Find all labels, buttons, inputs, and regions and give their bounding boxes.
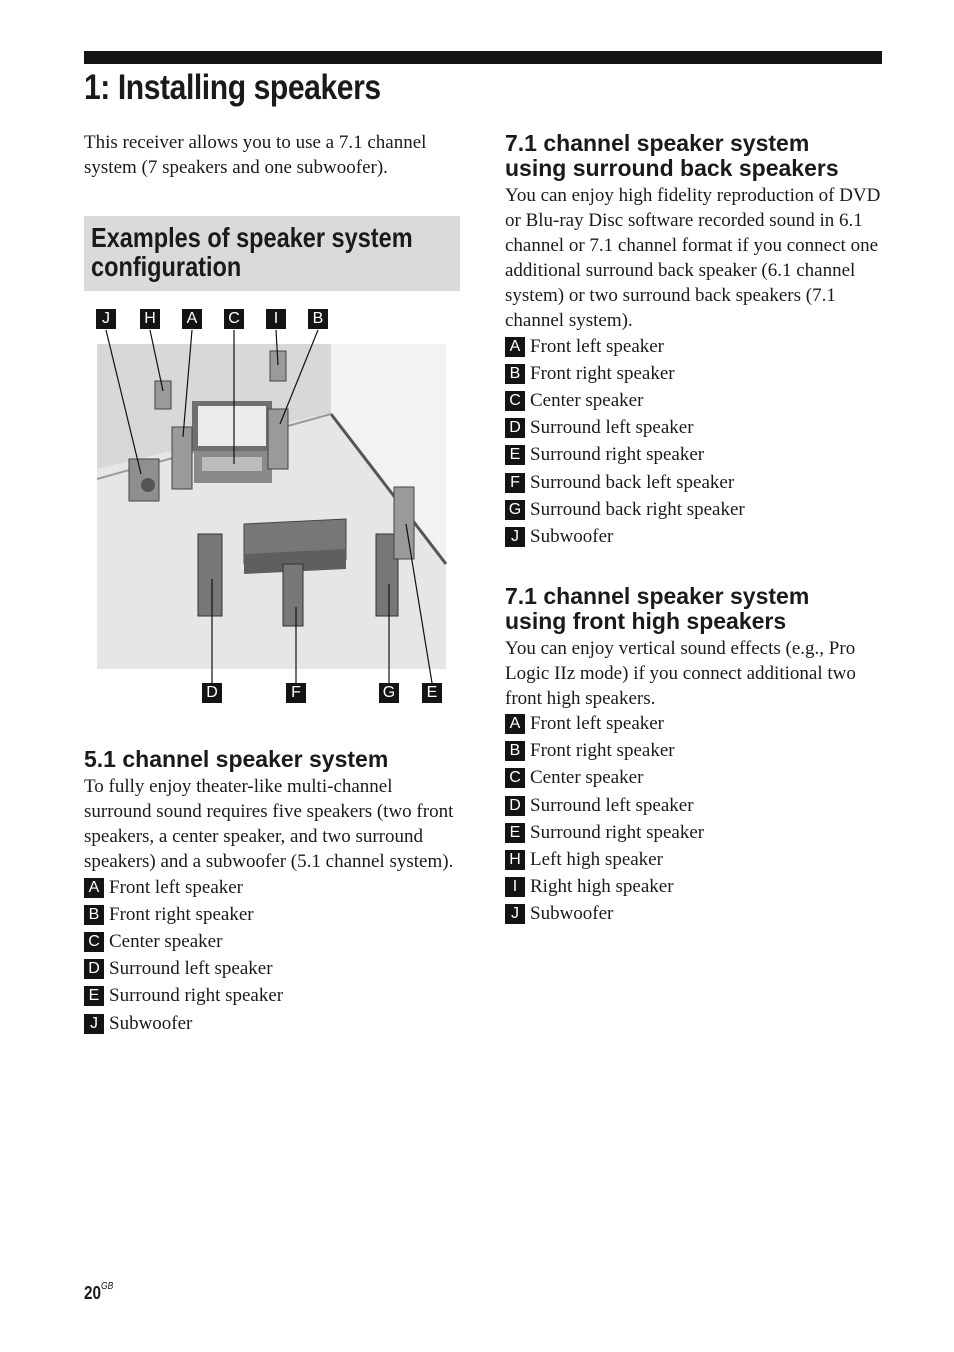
diagram-label-bottom-4: E <box>422 683 442 703</box>
top-rule <box>84 51 882 64</box>
letter-badge: F <box>505 473 525 493</box>
diagram-label-bottom-2: F <box>286 683 306 703</box>
section-7-1-back-body: You can enjoy high fidelity reproduction of DVD or Blu-ray Disc software recorded sound in 6.1 channel or 7.1 channel format if you connect one additional surround back speaker (6.1 channel system) or two surround back speakers (7.1 channel system). <box>505 185 881 331</box>
letter-badge: E <box>505 823 525 843</box>
examples-heading: Examples of speaker system configuration <box>91 222 413 282</box>
section-7-1-back-heading <box>505 131 885 181</box>
page-title: 1: Installing speakers <box>84 68 381 107</box>
left-high-speaker-shape <box>155 381 171 409</box>
list-item <box>84 874 464 901</box>
heading-line: using front high speakers <box>505 607 787 634</box>
speaker-label: Surround back left speaker <box>530 471 735 493</box>
speaker-label: Front right speaker <box>530 740 675 762</box>
page-number-value: 20 <box>84 1283 102 1303</box>
list-item <box>84 1010 464 1037</box>
surround-right-speaker-shape <box>394 487 414 559</box>
speaker-label: Surround back right speaker <box>530 498 745 520</box>
speaker-label: Center speaker <box>530 767 644 789</box>
letter-badge: B <box>505 741 525 761</box>
speaker-label: Subwoofer <box>530 525 614 547</box>
speaker-label: Front left speaker <box>109 876 244 898</box>
letter-badge: J <box>505 904 525 924</box>
letter-badge: A <box>84 878 104 898</box>
letter-badge: B <box>505 364 525 384</box>
diagram-label-top-3: A <box>182 309 202 329</box>
speaker-label: Center speaker <box>530 389 644 411</box>
front-right-speaker-shape <box>268 409 288 469</box>
surround-back-left-speaker-shape <box>283 564 303 626</box>
section-7-1-back-list <box>505 333 885 551</box>
letter-badge: C <box>505 768 525 788</box>
section-7-1-back <box>505 131 885 551</box>
list-item <box>505 792 885 819</box>
list-item <box>505 765 885 792</box>
section-7-1-front-high-heading <box>505 584 885 634</box>
letter-badge: I <box>505 877 525 897</box>
letter-badge: D <box>84 959 104 979</box>
heading-line: using surround back speakers <box>505 155 839 181</box>
diagram-label-bottom-3: G <box>379 683 399 703</box>
list-item <box>505 333 885 360</box>
letter-badge: B <box>84 905 104 925</box>
list-item <box>84 928 464 955</box>
page-number-suffix: GB <box>101 1281 114 1292</box>
right-column <box>505 130 885 928</box>
speaker-label: Front left speaker <box>530 335 665 357</box>
speaker-label: Front right speaker <box>109 903 254 925</box>
list-item <box>505 469 885 496</box>
intro-text: This receiver allows you to use a 7.1 channel system (7 speakers and one subwoofer). <box>84 132 427 178</box>
speaker-label: Front left speaker <box>530 713 665 735</box>
list-item <box>505 442 885 469</box>
diagram-label-top-2: H <box>140 309 160 329</box>
list-item <box>84 901 464 928</box>
list-item <box>505 415 885 442</box>
diagram-label-top-4: C <box>224 309 244 329</box>
letter-badge: C <box>505 391 525 411</box>
list-item <box>505 360 885 387</box>
speaker-diagram <box>84 309 464 709</box>
speaker-label: Right high speaker <box>530 876 674 898</box>
speaker-label: Surround left speaker <box>530 794 694 816</box>
speaker-label: Center speaker <box>109 930 223 952</box>
list-item <box>505 523 885 550</box>
diagram-label-top-6: B <box>308 309 328 329</box>
speaker-label: Surround left speaker <box>109 958 273 980</box>
speaker-label: Subwoofer <box>530 903 614 925</box>
list-item <box>505 387 885 414</box>
tv-screen <box>198 406 266 446</box>
left-column <box>84 130 464 1037</box>
section-7-1-front-high-list <box>505 711 885 929</box>
center-speaker-shape <box>202 457 262 471</box>
diagram-label-bottom-1: D <box>202 683 222 703</box>
list-item <box>505 496 885 523</box>
section-5-1 <box>84 747 464 1037</box>
letter-badge: E <box>505 445 525 465</box>
surround-left-speaker-shape <box>198 534 222 616</box>
examples-heading-box <box>84 216 460 291</box>
list-item <box>505 711 885 738</box>
list-item <box>505 819 885 846</box>
section-5-1-heading: 5.1 channel speaker system <box>84 746 389 772</box>
speaker-label: Left high speaker <box>530 849 663 871</box>
front-left-speaker-shape <box>172 427 192 489</box>
page-number <box>84 1283 113 1304</box>
list-item <box>84 956 464 983</box>
subwoofer-cone <box>141 478 155 492</box>
heading-line: 7.1 channel speaker system <box>505 130 810 156</box>
speaker-room-illustration <box>84 309 464 709</box>
letter-badge: A <box>505 337 525 357</box>
letter-badge: A <box>505 714 525 734</box>
speaker-label: Surround right speaker <box>530 444 705 466</box>
list-item <box>505 901 885 928</box>
list-item <box>505 738 885 765</box>
section-7-1-front-high-body: You can enjoy vertical sound effects (e.g., Pro Logic IIz mode) if you connect additional two front high speakers. <box>505 637 856 709</box>
letter-badge: D <box>505 418 525 438</box>
list-item <box>84 983 464 1010</box>
letter-badge: H <box>505 850 525 870</box>
speaker-label: Surround left speaker <box>530 417 694 439</box>
letter-badge: G <box>505 500 525 520</box>
letter-badge: E <box>84 986 104 1006</box>
letter-badge: C <box>84 932 104 952</box>
letter-badge: J <box>84 1014 104 1034</box>
speaker-label: Subwoofer <box>109 1012 193 1034</box>
speaker-label: Front right speaker <box>530 362 675 384</box>
speaker-label: Surround right speaker <box>109 985 284 1007</box>
heading-line: 7.1 channel speaker system <box>505 582 810 609</box>
list-item <box>505 874 885 901</box>
letter-badge: D <box>505 796 525 816</box>
diagram-label-top-1: J <box>96 309 116 329</box>
letter-badge: J <box>505 527 525 547</box>
speaker-label: Surround right speaker <box>530 821 705 843</box>
section-5-1-body: To fully enjoy theater-like multi-channel surround sound requires five speakers (two front speakers, a center speaker, and two surround speakers) and a subwoofer (5.1 channel system). <box>84 776 454 872</box>
section-5-1-list <box>84 874 464 1037</box>
list-item <box>505 846 885 873</box>
diagram-label-top-5: I <box>266 309 286 329</box>
section-7-1-front-high <box>505 584 885 929</box>
